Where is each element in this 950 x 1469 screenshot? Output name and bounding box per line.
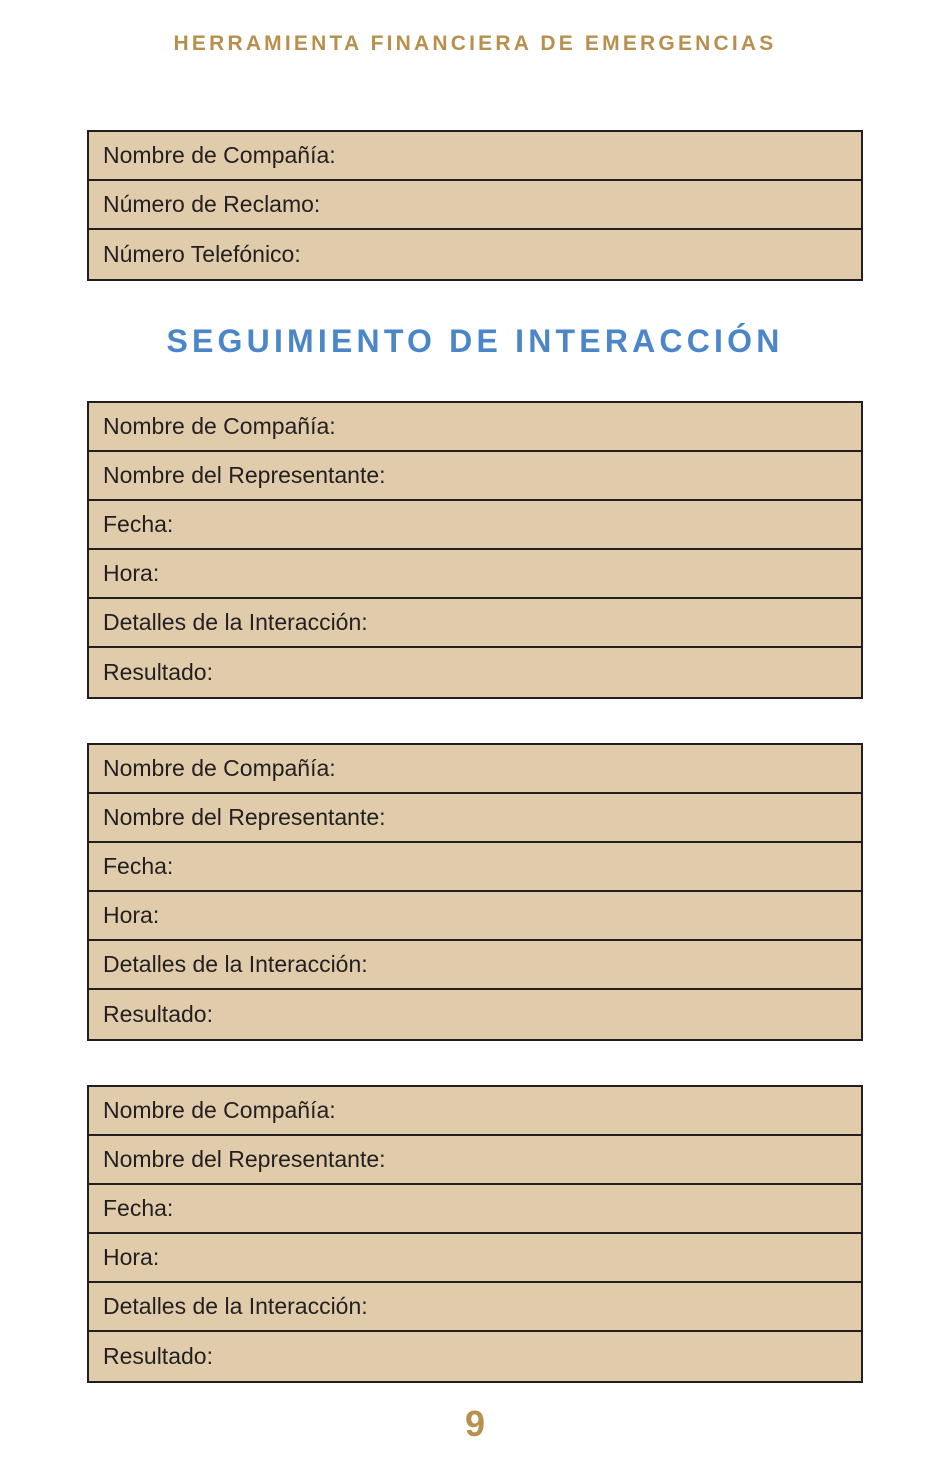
time-field[interactable]: Hora: — [89, 892, 861, 941]
document-header-title: HERRAMIENTA FINANCIERA DE EMERGENCIAS — [173, 32, 777, 55]
interaction-table-1 — [87, 401, 863, 699]
result-field[interactable]: Resultado: — [103, 1343, 213, 1369]
interaction-table-3 — [87, 1085, 863, 1383]
company-name-field[interactable]: Nombre de Compañía: — [89, 745, 861, 794]
result-field[interactable]: Resultado: — [103, 659, 213, 685]
page-number: 9 — [464, 1403, 486, 1444]
date-field[interactable]: Fecha: — [89, 1185, 861, 1234]
representative-name-field[interactable]: Nombre del Representante: — [89, 1136, 861, 1185]
result-field[interactable]: Resultado: — [103, 1001, 213, 1027]
interaction-details-field[interactable]: Detalles de la Interacción: — [89, 599, 861, 648]
company-name-field[interactable]: Nombre de Compañía: — [89, 403, 861, 452]
interaction-details-field[interactable]: Detalles de la Interacción: — [89, 1283, 861, 1332]
company-name-field[interactable]: Nombre de Compañía: — [89, 132, 861, 181]
time-field[interactable]: Hora: — [89, 1234, 861, 1283]
claim-info-table — [87, 130, 863, 281]
representative-name-field[interactable]: Nombre del Representante: — [89, 794, 861, 843]
interaction-table-2 — [87, 743, 863, 1041]
company-name-field[interactable]: Nombre de Compañía: — [89, 1087, 861, 1136]
representative-name-field[interactable]: Nombre del Representante: — [89, 452, 861, 501]
date-field[interactable]: Fecha: — [89, 843, 861, 892]
interaction-details-field[interactable]: Detalles de la Interacción: — [89, 941, 861, 990]
time-field[interactable]: Hora: — [89, 550, 861, 599]
claim-number-field[interactable]: Número de Reclamo: — [89, 181, 861, 230]
phone-number-field[interactable]: Número Telefónico: — [103, 241, 301, 267]
date-field[interactable]: Fecha: — [89, 501, 861, 550]
section-heading: SEGUIMIENTO DE INTERACCIÓN — [166, 323, 784, 359]
